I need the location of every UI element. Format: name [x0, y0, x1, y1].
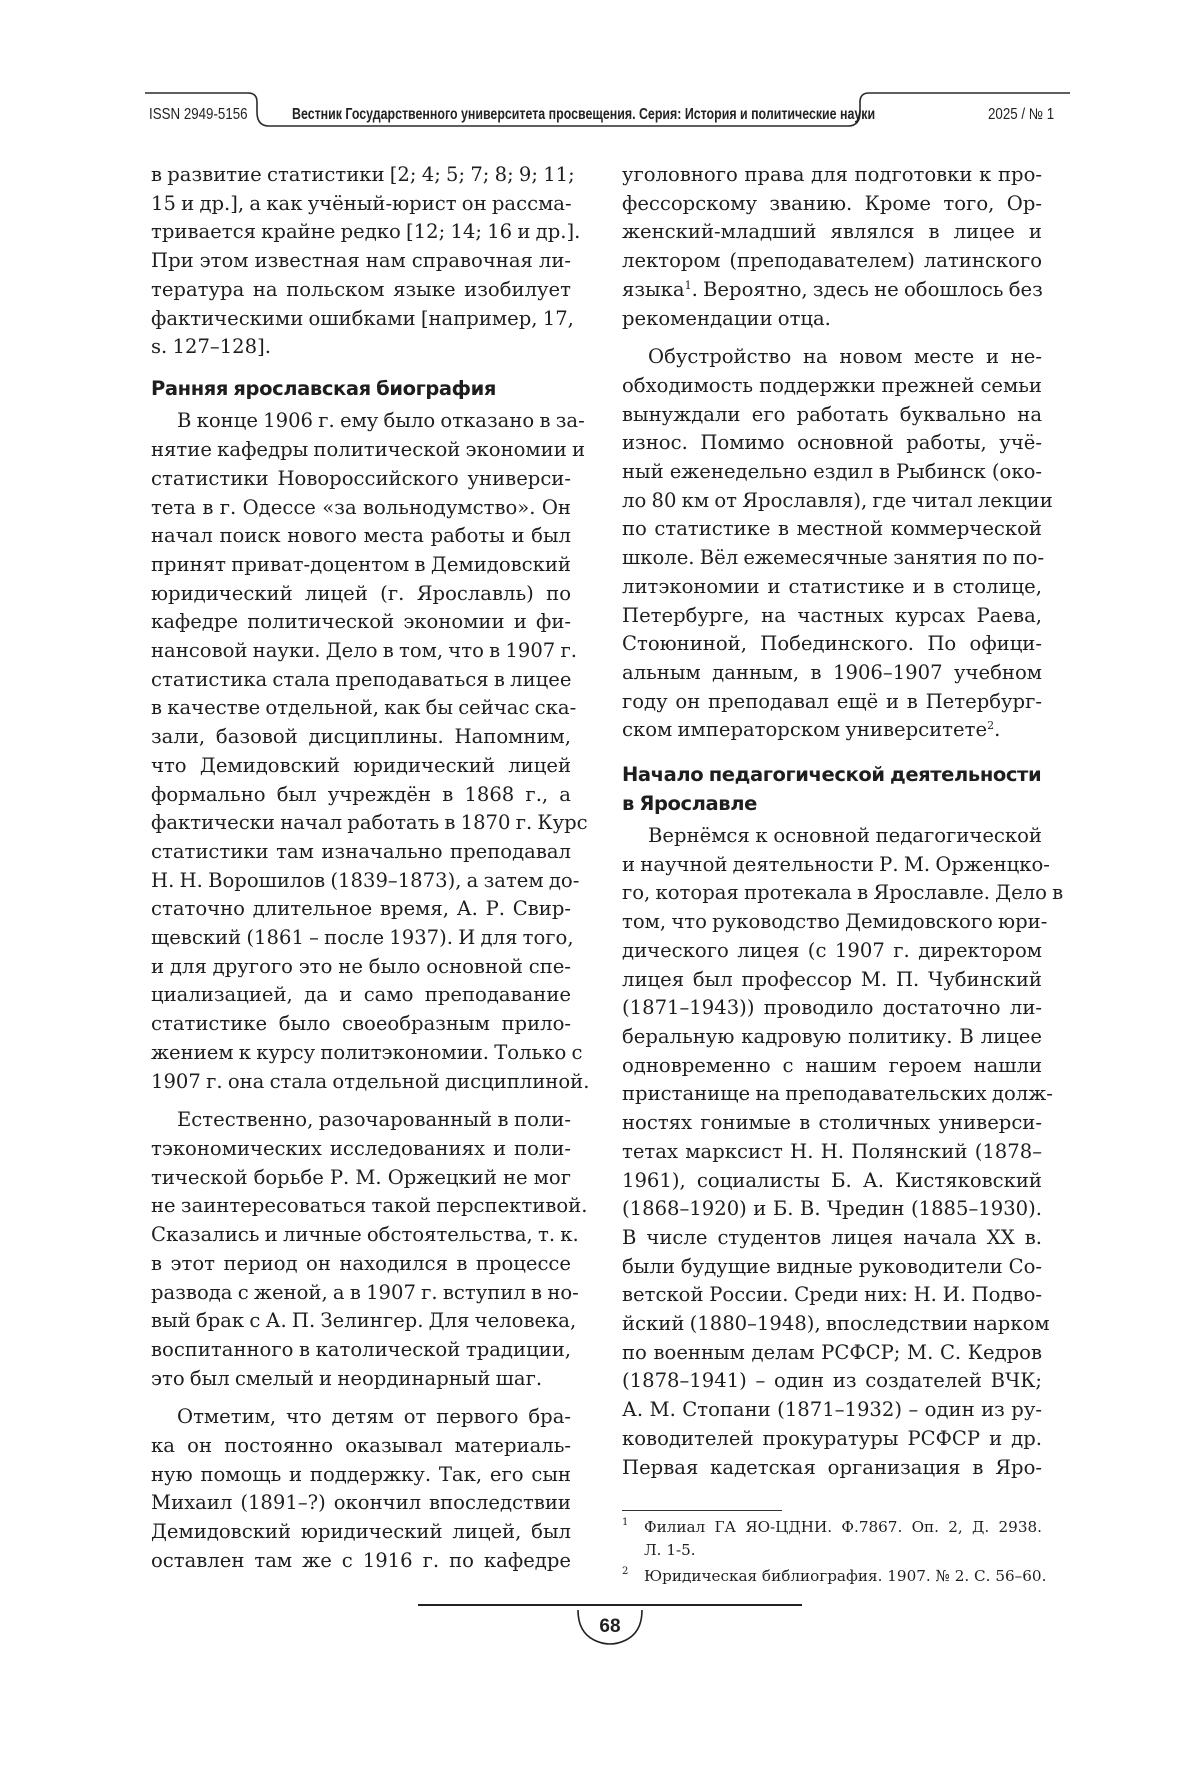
left-column [151, 161, 590, 1576]
footnote-separator [622, 1510, 782, 1511]
section-heading: Начало педагогической деятельности [622, 763, 1042, 787]
text-line: статочно длительное время, А. Р. Свир- [151, 897, 571, 921]
text-line: женский-младший являлся в лицее и [622, 220, 1042, 244]
text-line: принят приват-доцентом в Демидовский [151, 552, 571, 576]
footnote-ref-2[interactable]: 2 [987, 719, 995, 733]
text-line: формально был учреждён в 1868 г., а [151, 782, 571, 806]
text-line: в этот период он находился в процессе [151, 1251, 571, 1275]
text-line: одновременно с нашим героем нашли [622, 1053, 1042, 1077]
text-line: по статистике в местной коммерческой [622, 517, 1042, 541]
text-line: фессорскому званию. Кроме того, Ор- [622, 191, 1042, 215]
text-line: ло 80 км от Ярославля), где читал лекции [622, 488, 1053, 512]
text-line: фактически начал работать в 1870 г. Курс [151, 811, 588, 835]
text-line: 15 и др.], а как учёный-юрист он рассма- [151, 191, 572, 215]
text-line: тетах марксист Н. Н. Полянский (1878– [622, 1139, 1042, 1163]
running-header [145, 92, 1070, 137]
text-line: уголовного права для подготовки к про- [622, 163, 1042, 186]
text-line: в развитие статистики [2; 4; 5; 7; 8; 9; 11; [151, 163, 575, 186]
text-line: вынуждали его работать буквально на [622, 402, 1042, 426]
text-line: что Демидовский юридический лицей [151, 753, 571, 777]
journal-title: Вестник Государственного университета просвещения. Серия: История и политические науки [292, 106, 876, 123]
text-line: Сказались и личные обстоятельства, т. к. [151, 1223, 579, 1247]
text-fragment: . Вероятно, здесь не обошлось без [691, 277, 1043, 301]
text-line: 1961), социалисты Б. А. Кистяковский [622, 1168, 1042, 1192]
text-line: альным данным, в 1906–1907 учебном [622, 660, 1042, 684]
text-line: были будущие видные руководители Со- [622, 1254, 1042, 1278]
footnote-ref-1[interactable]: 1 [684, 278, 692, 292]
text-line: нятие кафедры политической экономии и [151, 438, 586, 462]
text-line: износ. Помимо основной работы, учё- [622, 431, 1042, 455]
text-line: том, что руководство Демидовского юри- [622, 910, 1048, 934]
footnote-number: 1 [622, 1517, 629, 1528]
page-number-rule [418, 1604, 802, 1606]
text-line: ностях гонимые в столичных универси- [622, 1111, 1042, 1135]
text-line: оставлен там же с 1916 г. по кафедре [151, 1548, 571, 1572]
text-line: Первая кадетская организация в Яро- [622, 1455, 1042, 1479]
text-line: Естественно, разочарованный в поли- [177, 1108, 571, 1132]
section-heading: в Ярославле [622, 791, 757, 815]
right-column [622, 161, 1064, 1482]
paragraph [622, 161, 1042, 333]
text-line: фактическими ошибками [например, 17, [151, 306, 574, 330]
text-line: А. М. Стопани (1871–1932) – один из ру- [622, 1398, 1042, 1422]
text-line: Петербурге, на частных курсах Раева, [622, 603, 1042, 627]
text-line: го, которая протекала в Ярославле. Дело в [622, 881, 1064, 905]
text-line: йский (1880–1948), впоследствии нарком [622, 1312, 1050, 1336]
footnote-text: Филиал ГА ЯО-ЦДНИ. Ф.7867. Оп. 2, Д. 2938. [644, 1518, 1042, 1536]
text-line: статистики там изначально преподавал [151, 839, 571, 863]
text-line: статистика стала преподаваться в лицее [151, 667, 572, 691]
text-line: Н. Н. Ворошилов (1839–1873), а затем до- [151, 868, 580, 892]
text-line: жением к курсу политэкономии. Только с [151, 1040, 583, 1064]
paragraph [151, 161, 581, 362]
text-line: школе. Вёл ежемесячные занятия по по- [622, 546, 1045, 570]
text-line: в качестве отдельной, как бы сейчас ска- [151, 696, 577, 720]
footnote-2 [622, 1565, 1047, 1588]
text-line: щевский (1861 – после 1937). И для того, [151, 926, 574, 950]
footnotes [622, 1516, 1047, 1592]
text-line: тета в г. Одессе «за вольнодумство». Он [151, 495, 571, 519]
text-line: Демидовский юридический лицей, был [151, 1520, 571, 1544]
text-line: s. 127–128]. [151, 335, 271, 359]
text-line: обходимость поддержки прежней семьи [622, 373, 1042, 397]
text-line: циализацией, да и само преподавание [151, 983, 571, 1007]
paragraph [151, 1403, 571, 1575]
text-fragment: ском императорском университете [622, 718, 988, 742]
text-line [622, 716, 1042, 745]
page-number-box [570, 1610, 650, 1650]
text-line: лицея был профессор М. П. Чубинский [622, 967, 1042, 991]
footnote-1 [622, 1516, 1042, 1561]
page-number: 68 [599, 1616, 621, 1637]
text-line: Отметим, что детям от первого бра- [177, 1405, 571, 1429]
text-line: Михаил (1891–?) окончил впоследствии [151, 1491, 571, 1515]
issn-label: ISSN 2949-5156 [149, 106, 248, 123]
text-line: 1907 г. она стала отдельной дисциплиной. [151, 1069, 590, 1093]
text-line: Стоюниной, Побединского. По офици- [622, 632, 1042, 656]
text-line: зали, базовой дисциплины. Напомним, [151, 725, 571, 749]
text-fragment: языка [622, 277, 685, 301]
text-line: нансовой науки. Дело в том, что в 1907 г. [151, 639, 577, 663]
text-line: Вернёмся к основной педагогической [648, 824, 1042, 848]
text-line: ветской России. Среди них: Н. И. Подво- [622, 1283, 1042, 1307]
text-line: лектором (преподавателем) латинского [622, 249, 1042, 273]
footnote-text: Юридическая библиография. 1907. № 2. С. 56–60. [644, 1567, 1047, 1585]
text-line: году он преподавал ещё и в Петербург- [622, 689, 1042, 713]
text-fragment: . [994, 718, 1001, 742]
text-line: ководителей прокуратуры РСФСР и др. [622, 1426, 1042, 1450]
text-line: и для другого это не было основной спе- [151, 954, 571, 978]
issue-label: 2025 / № 1 [988, 106, 1055, 123]
text-line: тривается крайне редко [12; 14; 16 и др.]. [151, 220, 581, 244]
text-line [622, 276, 1042, 305]
paragraph [622, 822, 1064, 1482]
text-line: вый брак с А. П. Зелингер. Для человека, [151, 1309, 577, 1333]
text-line: не заинтересоваться такой перспективой. [151, 1194, 588, 1218]
text-line: ный еженедельно ездил в Рыбинск (око- [622, 460, 1042, 484]
text-line: статистики Новороссийского универси- [151, 466, 571, 490]
text-line: развода с женой, а в 1907 г. вступил в но- [151, 1280, 579, 1304]
text-line: тература на польском языке изобилует [151, 277, 571, 301]
text-line: литэкономии и статистике и в столице, [622, 574, 1042, 598]
text-line: начал поиск нового места работы и был [151, 524, 571, 548]
text-line: дического лицея (с 1907 г. директором [622, 938, 1042, 962]
text-line: пристанище на преподавательских долж- [622, 1082, 1053, 1106]
text-line: статистике было своеобразным прило- [151, 1012, 571, 1036]
text-line: рекомендации отца. [622, 306, 831, 330]
paragraph [151, 1106, 588, 1393]
text-line: (1878–1941) – один из создателей ВЧК; [622, 1369, 1042, 1393]
text-line: юридический лицей (г. Ярославль) по [151, 581, 571, 605]
section-heading: Ранняя ярославская биография [151, 376, 497, 400]
text-line: это был смелый и неординарный шаг. [151, 1366, 543, 1390]
text-line: кафедре политической экономии и фи- [151, 610, 571, 634]
footnote-text: Л. 1-5. [644, 1540, 696, 1559]
footnote-number: 2 [622, 1566, 629, 1577]
paragraph [622, 343, 1053, 745]
text-line: В числе студентов лицея начала XX в. [622, 1225, 1042, 1249]
text-line: ка он постоянно оказывал материаль- [151, 1434, 571, 1458]
paragraph [151, 407, 590, 1096]
text-line: ную помощь и поддержку. Так, его сын [151, 1462, 571, 1486]
text-line: При этом известная нам справочная ли- [151, 249, 571, 273]
text-line: тэкономических исследованиях и поли- [151, 1137, 571, 1160]
text-line: (1868–1920) и Б. В. Чредин (1885–1930). [622, 1197, 1042, 1221]
text-line: и научной деятельности Р. М. Орженцко- [622, 852, 1050, 876]
text-line: Обустройство на новом месте и не- [648, 345, 1042, 369]
text-line: воспитанного в католической традиции, [151, 1337, 571, 1361]
text-line: (1871–1943)) проводило достаточно ли- [622, 996, 1042, 1020]
text-line: тической борьбе Р. М. Оржецкий не мог [151, 1165, 571, 1189]
text-line: В конце 1906 г. ему было отказано в за- [177, 409, 585, 433]
text-line: беральную кадровую политику. В лицее [622, 1024, 1042, 1048]
text-line: по военным делам РСФСР; М. С. Кедров [622, 1340, 1042, 1364]
